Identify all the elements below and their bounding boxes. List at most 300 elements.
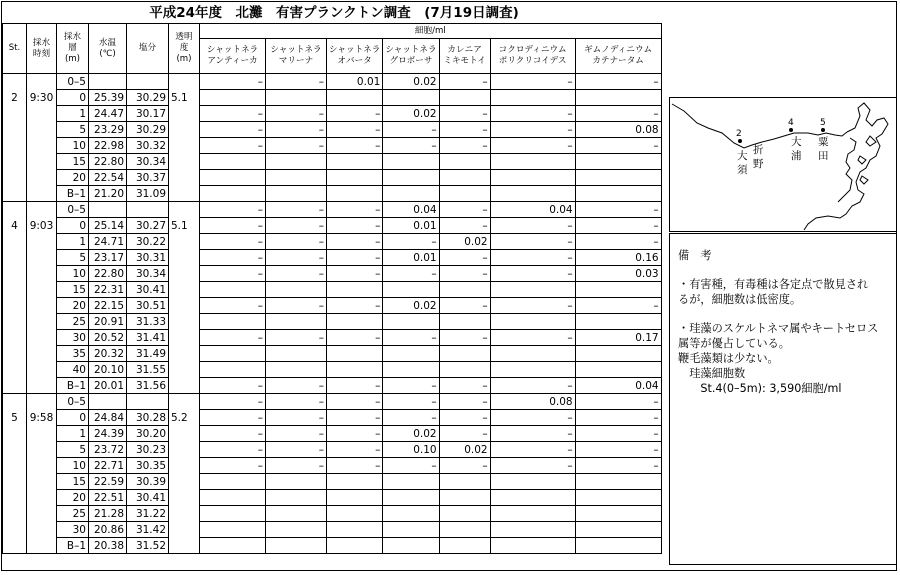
density-cell: – xyxy=(200,410,266,426)
table-row xyxy=(3,90,662,106)
density-cell xyxy=(575,186,661,202)
density-cell: – xyxy=(266,442,327,458)
table-row xyxy=(3,186,662,202)
density-cell: – xyxy=(200,298,266,314)
transparency-cell xyxy=(169,330,200,346)
station-cell xyxy=(3,298,27,314)
density-cell xyxy=(327,490,383,506)
density-cell: 0.04 xyxy=(575,378,661,394)
header-transparency: 透明 度 (m) xyxy=(169,24,200,74)
station-cell xyxy=(3,490,27,506)
density-cell xyxy=(575,474,661,490)
density-cell xyxy=(266,346,327,362)
density-cell: – xyxy=(383,234,439,250)
transparency-cell xyxy=(169,394,200,410)
salinity-cell: 31.55 xyxy=(127,362,169,378)
table-row xyxy=(3,490,662,506)
density-cell: – xyxy=(327,122,383,138)
density-cell: – xyxy=(266,234,327,250)
density-cell: – xyxy=(200,378,266,394)
density-cell: – xyxy=(490,138,575,154)
transparency-cell xyxy=(169,506,200,522)
density-cell: – xyxy=(266,426,327,442)
density-cell: 0.04 xyxy=(490,202,575,218)
time-cell xyxy=(27,474,57,490)
layer-cell: 30 xyxy=(57,522,89,538)
table-row xyxy=(3,394,662,410)
layer-cell: 0–5 xyxy=(57,394,89,410)
density-cell xyxy=(439,490,490,506)
density-cell: – xyxy=(439,266,490,282)
time-cell xyxy=(27,346,57,362)
density-cell xyxy=(327,186,383,202)
table-row xyxy=(3,346,662,362)
station-label-5: 5 xyxy=(820,118,826,128)
density-cell: – xyxy=(439,106,490,122)
remarks-line: ・珪藻のスケルトネマ属やキートセロス xyxy=(678,322,879,335)
header-temp: 水温 (℃) xyxy=(89,24,127,74)
density-cell: – xyxy=(266,410,327,426)
density-cell: – xyxy=(200,442,266,458)
station-cell xyxy=(3,522,27,538)
layer-cell: 15 xyxy=(57,154,89,170)
station-cell xyxy=(3,362,27,378)
layer-cell: 15 xyxy=(57,474,89,490)
density-cell xyxy=(266,154,327,170)
density-cell: – xyxy=(490,330,575,346)
table-row xyxy=(3,506,662,522)
remarks-line: 属等が優占している。 xyxy=(678,337,790,350)
layer-cell: 20 xyxy=(57,490,89,506)
density-cell xyxy=(327,170,383,186)
density-cell xyxy=(575,314,661,330)
layer-cell: 0 xyxy=(57,90,89,106)
station-cell xyxy=(3,138,27,154)
salinity-cell: 30.35 xyxy=(127,458,169,474)
density-cell xyxy=(575,282,661,298)
header-species: シャットネラ アンティーカ xyxy=(200,39,266,74)
density-cell xyxy=(575,346,661,362)
density-cell: – xyxy=(439,218,490,234)
density-cell: – xyxy=(200,234,266,250)
density-cell xyxy=(200,154,266,170)
salinity-cell xyxy=(127,394,169,410)
density-cell: – xyxy=(439,250,490,266)
density-cell xyxy=(490,474,575,490)
station-marker xyxy=(821,128,825,132)
density-cell xyxy=(575,538,661,554)
remarks-line: St.4(0–5m): 3,590細胞/ml xyxy=(678,382,842,395)
temp-cell xyxy=(89,394,127,410)
remarks-line: 珪藻細胞数 xyxy=(678,367,746,380)
salinity-cell: 31.09 xyxy=(127,186,169,202)
transparency-cell: 5.2 xyxy=(169,410,200,426)
density-cell xyxy=(490,186,575,202)
transparency-cell xyxy=(169,362,200,378)
density-cell: – xyxy=(200,426,266,442)
station-cell xyxy=(3,442,27,458)
temp-cell: 21.28 xyxy=(89,506,127,522)
density-cell: – xyxy=(200,394,266,410)
transparency-cell xyxy=(169,346,200,362)
salinity-cell: 30.29 xyxy=(127,90,169,106)
density-cell: – xyxy=(327,410,383,426)
density-cell: – xyxy=(266,378,327,394)
density-cell xyxy=(490,346,575,362)
table-row xyxy=(3,154,662,170)
density-cell xyxy=(327,506,383,522)
density-cell xyxy=(200,538,266,554)
density-cell: – xyxy=(200,250,266,266)
density-cell xyxy=(383,154,439,170)
station-cell: 5 xyxy=(3,410,27,426)
density-cell: 0.04 xyxy=(383,202,439,218)
density-cell: – xyxy=(575,138,661,154)
density-cell: 0.02 xyxy=(439,442,490,458)
density-cell: – xyxy=(439,330,490,346)
temp-cell: 23.17 xyxy=(89,250,127,266)
salinity-cell: 31.22 xyxy=(127,506,169,522)
density-cell xyxy=(575,90,661,106)
density-cell: – xyxy=(575,298,661,314)
time-cell xyxy=(27,138,57,154)
density-cell xyxy=(200,506,266,522)
density-cell: – xyxy=(575,106,661,122)
table-row xyxy=(3,362,662,378)
salinity-cell: 30.31 xyxy=(127,250,169,266)
layer-cell: 5 xyxy=(57,250,89,266)
density-cell xyxy=(266,362,327,378)
remarks-title: 備 考 xyxy=(678,249,712,262)
salinity-cell: 30.51 xyxy=(127,298,169,314)
station-cell xyxy=(3,74,27,90)
transparency-cell xyxy=(169,298,200,314)
station-cell xyxy=(3,458,27,474)
density-cell: – xyxy=(575,410,661,426)
density-cell xyxy=(439,538,490,554)
density-cell: – xyxy=(439,410,490,426)
time-cell xyxy=(27,314,57,330)
header-species: シャットネラ マリーナ xyxy=(266,39,327,74)
time-cell xyxy=(27,154,57,170)
time-cell xyxy=(27,538,57,554)
density-cell: – xyxy=(327,298,383,314)
time-cell xyxy=(27,298,57,314)
salinity-cell xyxy=(127,202,169,218)
transparency-cell xyxy=(169,106,200,122)
header-salinity: 塩分 xyxy=(127,24,169,74)
density-cell xyxy=(266,474,327,490)
density-cell: – xyxy=(266,330,327,346)
temp-cell: 24.47 xyxy=(89,106,127,122)
density-cell xyxy=(490,90,575,106)
station-cell xyxy=(3,154,27,170)
time-cell xyxy=(27,426,57,442)
density-cell xyxy=(200,170,266,186)
transparency-cell xyxy=(169,170,200,186)
time-cell: 9:30 xyxy=(27,90,57,106)
transparency-cell: 5.1 xyxy=(169,90,200,106)
density-cell: – xyxy=(439,74,490,90)
density-cell: – xyxy=(490,426,575,442)
density-cell xyxy=(200,314,266,330)
density-cell xyxy=(200,282,266,298)
station-cell xyxy=(3,282,27,298)
density-cell: – xyxy=(439,122,490,138)
time-cell xyxy=(27,506,57,522)
density-cell: – xyxy=(439,298,490,314)
layer-cell: 20 xyxy=(57,170,89,186)
density-cell xyxy=(575,522,661,538)
transparency-cell xyxy=(169,474,200,490)
station-cell: 2 xyxy=(3,90,27,106)
density-cell xyxy=(383,506,439,522)
table-row xyxy=(3,538,662,554)
density-cell: 0.01 xyxy=(383,250,439,266)
density-cell: – xyxy=(490,106,575,122)
density-cell xyxy=(383,522,439,538)
layer-cell: B–1 xyxy=(57,538,89,554)
place-orino-2: 野 xyxy=(753,158,764,170)
table-body xyxy=(3,74,662,554)
density-cell: – xyxy=(575,202,661,218)
layer-cell: 5 xyxy=(57,442,89,458)
time-cell xyxy=(27,458,57,474)
density-cell xyxy=(383,474,439,490)
time-cell xyxy=(27,250,57,266)
density-cell xyxy=(327,362,383,378)
header-layer: 採水 層 (m) xyxy=(57,24,89,74)
density-cell: – xyxy=(266,202,327,218)
layer-cell: 35 xyxy=(57,346,89,362)
layer-cell: 40 xyxy=(57,362,89,378)
salinity-cell: 30.34 xyxy=(127,266,169,282)
density-cell: – xyxy=(266,122,327,138)
transparency-cell xyxy=(169,458,200,474)
transparency-cell xyxy=(169,378,200,394)
density-cell xyxy=(383,314,439,330)
header-species: ギムノディニウム カテナータム xyxy=(575,39,661,74)
salinity-cell: 30.37 xyxy=(127,170,169,186)
layer-cell: B–1 xyxy=(57,186,89,202)
layer-cell: 0 xyxy=(57,218,89,234)
density-cell: – xyxy=(383,410,439,426)
layer-cell: 15 xyxy=(57,282,89,298)
density-cell: – xyxy=(490,74,575,90)
temp-cell: 20.10 xyxy=(89,362,127,378)
table-header xyxy=(3,24,662,74)
salinity-cell: 30.17 xyxy=(127,106,169,122)
table-row xyxy=(3,74,662,90)
layer-cell: B–1 xyxy=(57,378,89,394)
station-cell: 4 xyxy=(3,218,27,234)
time-cell xyxy=(27,330,57,346)
station-label-2: 2 xyxy=(736,129,742,139)
density-cell: – xyxy=(200,122,266,138)
temp-cell: 23.72 xyxy=(89,442,127,458)
header-unit: 細胞/ml xyxy=(200,24,662,39)
density-cell: – xyxy=(383,378,439,394)
density-cell: – xyxy=(200,266,266,282)
density-cell xyxy=(266,170,327,186)
density-cell: 0.01 xyxy=(327,74,383,90)
density-cell: – xyxy=(327,426,383,442)
density-cell xyxy=(439,90,490,106)
density-cell: – xyxy=(383,266,439,282)
density-cell xyxy=(439,314,490,330)
place-orino-1: 折 xyxy=(753,144,764,156)
density-cell: 0.08 xyxy=(490,394,575,410)
density-cell xyxy=(266,186,327,202)
temp-cell: 20.01 xyxy=(89,378,127,394)
density-cell xyxy=(383,362,439,378)
temp-cell: 22.54 xyxy=(89,170,127,186)
density-cell: – xyxy=(327,378,383,394)
transparency-cell xyxy=(169,154,200,170)
time-cell: 9:03 xyxy=(27,218,57,234)
layer-cell: 5 xyxy=(57,122,89,138)
time-cell xyxy=(27,170,57,186)
temp-cell: 22.98 xyxy=(89,138,127,154)
salinity-cell: 31.52 xyxy=(127,538,169,554)
density-cell: – xyxy=(490,410,575,426)
density-cell: 0.02 xyxy=(383,426,439,442)
density-cell xyxy=(266,490,327,506)
density-cell: – xyxy=(575,218,661,234)
layer-cell: 0–5 xyxy=(57,202,89,218)
density-cell: – xyxy=(383,138,439,154)
density-cell: – xyxy=(327,234,383,250)
remarks-panel xyxy=(669,233,897,565)
density-cell: – xyxy=(327,218,383,234)
density-cell: – xyxy=(383,458,439,474)
survey-sheet xyxy=(1,1,897,571)
layer-cell: 0 xyxy=(57,410,89,426)
transparency-cell xyxy=(169,266,200,282)
density-cell xyxy=(327,522,383,538)
density-cell xyxy=(266,506,327,522)
density-cell xyxy=(327,538,383,554)
temp-cell: 20.52 xyxy=(89,330,127,346)
density-cell: 0.01 xyxy=(383,218,439,234)
temp-cell xyxy=(89,74,127,90)
time-cell xyxy=(27,202,57,218)
temp-cell: 20.86 xyxy=(89,522,127,538)
temp-cell: 20.32 xyxy=(89,346,127,362)
transparency-cell xyxy=(169,138,200,154)
density-cell: 0.02 xyxy=(383,106,439,122)
density-cell xyxy=(327,90,383,106)
place-osu-2: 須 xyxy=(737,164,748,176)
density-cell xyxy=(327,346,383,362)
salinity-cell: 30.28 xyxy=(127,410,169,426)
salinity-cell: 31.33 xyxy=(127,314,169,330)
temp-cell: 22.51 xyxy=(89,490,127,506)
density-cell xyxy=(490,538,575,554)
density-cell: – xyxy=(200,218,266,234)
temp-cell: 21.20 xyxy=(89,186,127,202)
remarks-line: 鞭毛藻類は少ない。 xyxy=(678,352,779,365)
transparency-cell xyxy=(169,74,200,90)
salinity-cell: 30.22 xyxy=(127,234,169,250)
density-cell: – xyxy=(266,266,327,282)
density-cell: – xyxy=(266,250,327,266)
transparency-cell xyxy=(169,490,200,506)
table-row xyxy=(3,298,662,314)
density-cell xyxy=(266,538,327,554)
table-row xyxy=(3,138,662,154)
time-cell xyxy=(27,378,57,394)
density-cell xyxy=(200,90,266,106)
table-row xyxy=(3,218,662,234)
transparency-cell: 5.1 xyxy=(169,218,200,234)
density-cell: – xyxy=(439,202,490,218)
density-cell: – xyxy=(439,458,490,474)
density-cell xyxy=(383,490,439,506)
density-cell xyxy=(200,186,266,202)
density-cell xyxy=(490,506,575,522)
table-row xyxy=(3,122,662,138)
station-cell xyxy=(3,170,27,186)
header-species: シャットネラ グロボーサ xyxy=(383,39,439,74)
station-cell xyxy=(3,538,27,554)
density-cell: – xyxy=(200,330,266,346)
table-row xyxy=(3,474,662,490)
density-cell: – xyxy=(575,74,661,90)
place-awata-1: 粟 xyxy=(818,136,829,148)
density-cell xyxy=(490,154,575,170)
density-cell: – xyxy=(327,202,383,218)
layer-cell: 25 xyxy=(57,314,89,330)
temp-cell: 22.80 xyxy=(89,266,127,282)
density-cell xyxy=(439,346,490,362)
density-cell: – xyxy=(327,138,383,154)
layer-cell: 30 xyxy=(57,330,89,346)
transparency-cell xyxy=(169,234,200,250)
time-cell xyxy=(27,234,57,250)
salinity-cell: 30.32 xyxy=(127,138,169,154)
table-row xyxy=(3,282,662,298)
station-cell xyxy=(3,346,27,362)
salinity-cell: 30.41 xyxy=(127,282,169,298)
layer-cell: 25 xyxy=(57,506,89,522)
station-cell xyxy=(3,250,27,266)
density-cell xyxy=(439,506,490,522)
density-cell xyxy=(200,474,266,490)
layer-cell: 20 xyxy=(57,298,89,314)
density-cell: – xyxy=(327,106,383,122)
density-cell xyxy=(490,282,575,298)
salinity-cell: 30.34 xyxy=(127,154,169,170)
table-row xyxy=(3,410,662,426)
density-cell: – xyxy=(200,202,266,218)
density-cell: – xyxy=(327,442,383,458)
density-cell: – xyxy=(490,122,575,138)
density-cell: – xyxy=(266,394,327,410)
density-cell xyxy=(490,522,575,538)
time-cell: 9:58 xyxy=(27,410,57,426)
salinity-cell: 30.39 xyxy=(127,474,169,490)
density-cell: 0.02 xyxy=(383,74,439,90)
table-row xyxy=(3,170,662,186)
density-cell: – xyxy=(200,458,266,474)
layer-cell: 1 xyxy=(57,234,89,250)
temp-cell: 20.91 xyxy=(89,314,127,330)
density-cell xyxy=(575,490,661,506)
density-cell: 0.03 xyxy=(575,266,661,282)
density-cell xyxy=(200,490,266,506)
plankton-table xyxy=(2,23,662,554)
